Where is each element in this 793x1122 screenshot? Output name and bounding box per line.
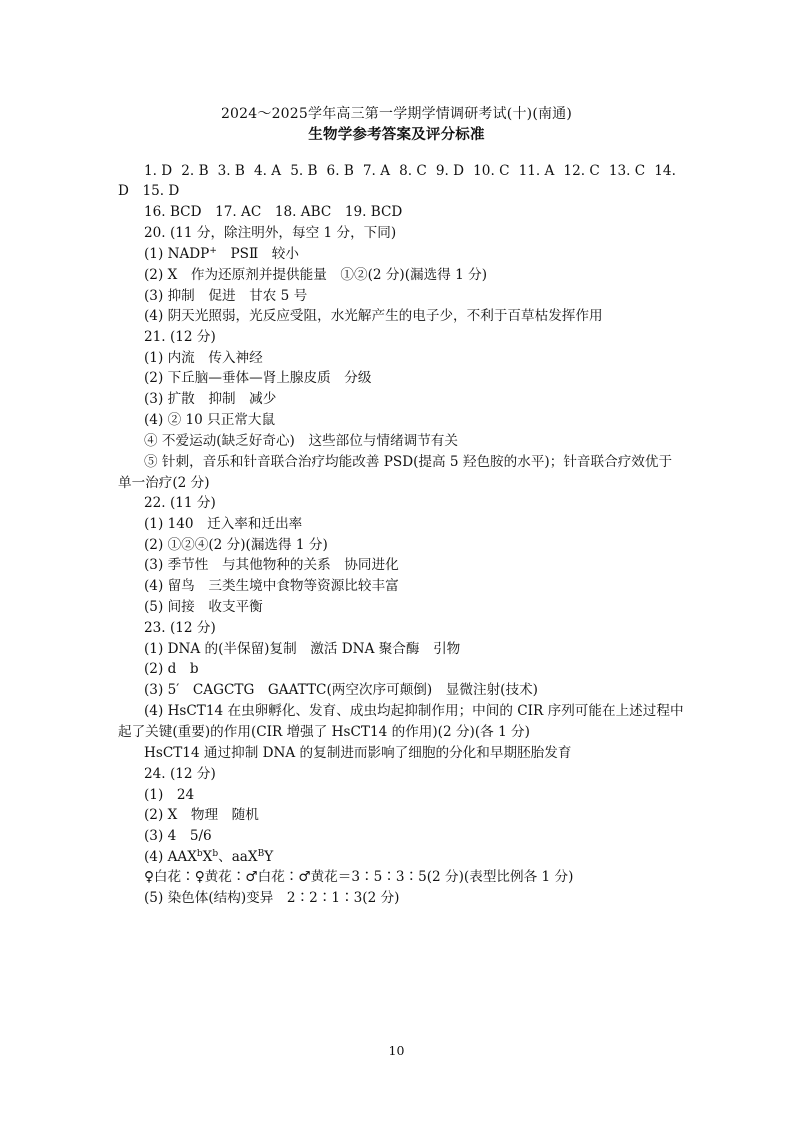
answer-line: (1) 24 [144,787,195,803]
answer-line: ♀白花∶♀黄花∶♂白花∶♂黄花＝3∶5∶3∶5(2 分)(表型比例各 1 分) [144,869,574,885]
page-number: 10 [388,1043,405,1058]
answer-line: (2) X 作为还原剂并提供能量 ①②(2 分)(漏选得 1 分) [144,267,488,283]
answer-line: ⑤ 针刺，音乐和针音联合治疗均能改善 PSD(提高 5 羟色胺的水平)；针音联合疗效优于 [144,454,673,470]
answer-line: (3) 4 5/6 [144,828,212,844]
answer-line: (2) X 物理 随机 [144,807,259,823]
answer-line: (3) 扩散 抑制 减少 [144,391,277,407]
exam-title: 2024～2025学年高三第一学期学情调研考试(十)(南通) [220,106,573,122]
page-subtitle: 生物学参考答案及评分标准 [308,126,485,143]
answer-line: (4) 阴天光照弱，光反应受阻，水光解产生的电子少，不利于百草枯发挥作用 [144,308,603,324]
mc-answer: 5. B [290,163,318,179]
question-header: 21. (12 分) [144,329,216,345]
answer-line: ④ 不爱运动(缺乏好奇心) 这些部位与情绪调节有关 [144,433,458,449]
answer-line: (1) DNA 的(半保留)复制 激活 DNA 聚合酶 引物 [144,641,461,657]
answer-line: (4) ② 10 只正常大鼠 [144,412,276,428]
mc-answer: 2. B [181,163,209,179]
mc-answer: 10. C [473,163,510,179]
answer-line: (1) NADP+ PSⅡ 较小 [144,246,299,262]
mc-answer: 13. C [608,163,646,179]
mc-answer: 3. B [217,163,245,179]
answer-line: (5) 染色体(结构)变异 2∶2∶1∶3(2 分) [144,890,400,906]
answer-line: (1) 140 迁入率和迁出率 [144,516,303,532]
answer-line: (4) HsCT14 在虫卵孵化、发育、成虫均起抑制作用；中间的 CIR 序列可能在上述过程中 [144,703,684,719]
answer-line: (1) 内流 传入神经 [144,350,263,366]
answer-line: (2) d b [144,661,199,677]
answer-line: 起了关键(重要)的作用(CIR 增强了 HsCT14 的作用)(2 分)(各 1 分) [118,724,530,740]
mc-answer: 6. B [326,163,354,179]
answer-line: (4) 留鸟 三类生境中食物等资源比较丰富 [144,578,399,594]
genotype-line: (4) $AAX^bX^b$、aaX$^B$Y [144,849,274,865]
question-header: 22. (11 分) [144,495,216,511]
answer-line: HsCT14 通过抑制 DNA 的复制进而影响了细胞的分化和早期胚胎发育 [144,745,572,761]
question-header: 20. (11 分，除注明外，每空 1 分，下同) [144,225,397,241]
answer-line: (3) 季节性 与其他物种的关系 协同进化 [144,557,399,573]
answer-line: (5) 间接 收支平衡 [144,599,263,615]
mc-answer: 11. A [518,163,555,179]
mc-answer: 7. A [362,163,391,179]
question-header: 23. (12 分) [144,620,216,636]
multi-answers-line: 16. BCD 17. AC 18. ABC 19. BCD [144,204,403,220]
answer-line: (2) 下丘脑—垂体—肾上腺皮质 分级 [144,370,372,386]
mc-answer: 8. C [399,163,427,179]
answer-line: D 15. D [118,183,180,199]
question-header: 24. (12 分) [144,766,216,782]
mc-answers-row [144,162,676,180]
answer-line: 单一治疗(2 分) [118,475,210,491]
answer-line: (2) ①②④(2 分)(漏选得 1 分) [144,537,328,553]
mc-answer: 1. D [144,163,173,179]
mc-answer: 4. A [254,163,282,179]
mc-answer: 9. D [435,163,465,179]
mc-answer: 12. C [563,163,600,179]
answer-line: (3) 5′ CAGCTG GAATTC(两空次序可颠倒) 显微注射(技术) [144,682,538,698]
mc-answer: 14. [654,163,676,179]
answer-line: (3) 抑制 促进 甘农 5 号 [144,288,308,304]
